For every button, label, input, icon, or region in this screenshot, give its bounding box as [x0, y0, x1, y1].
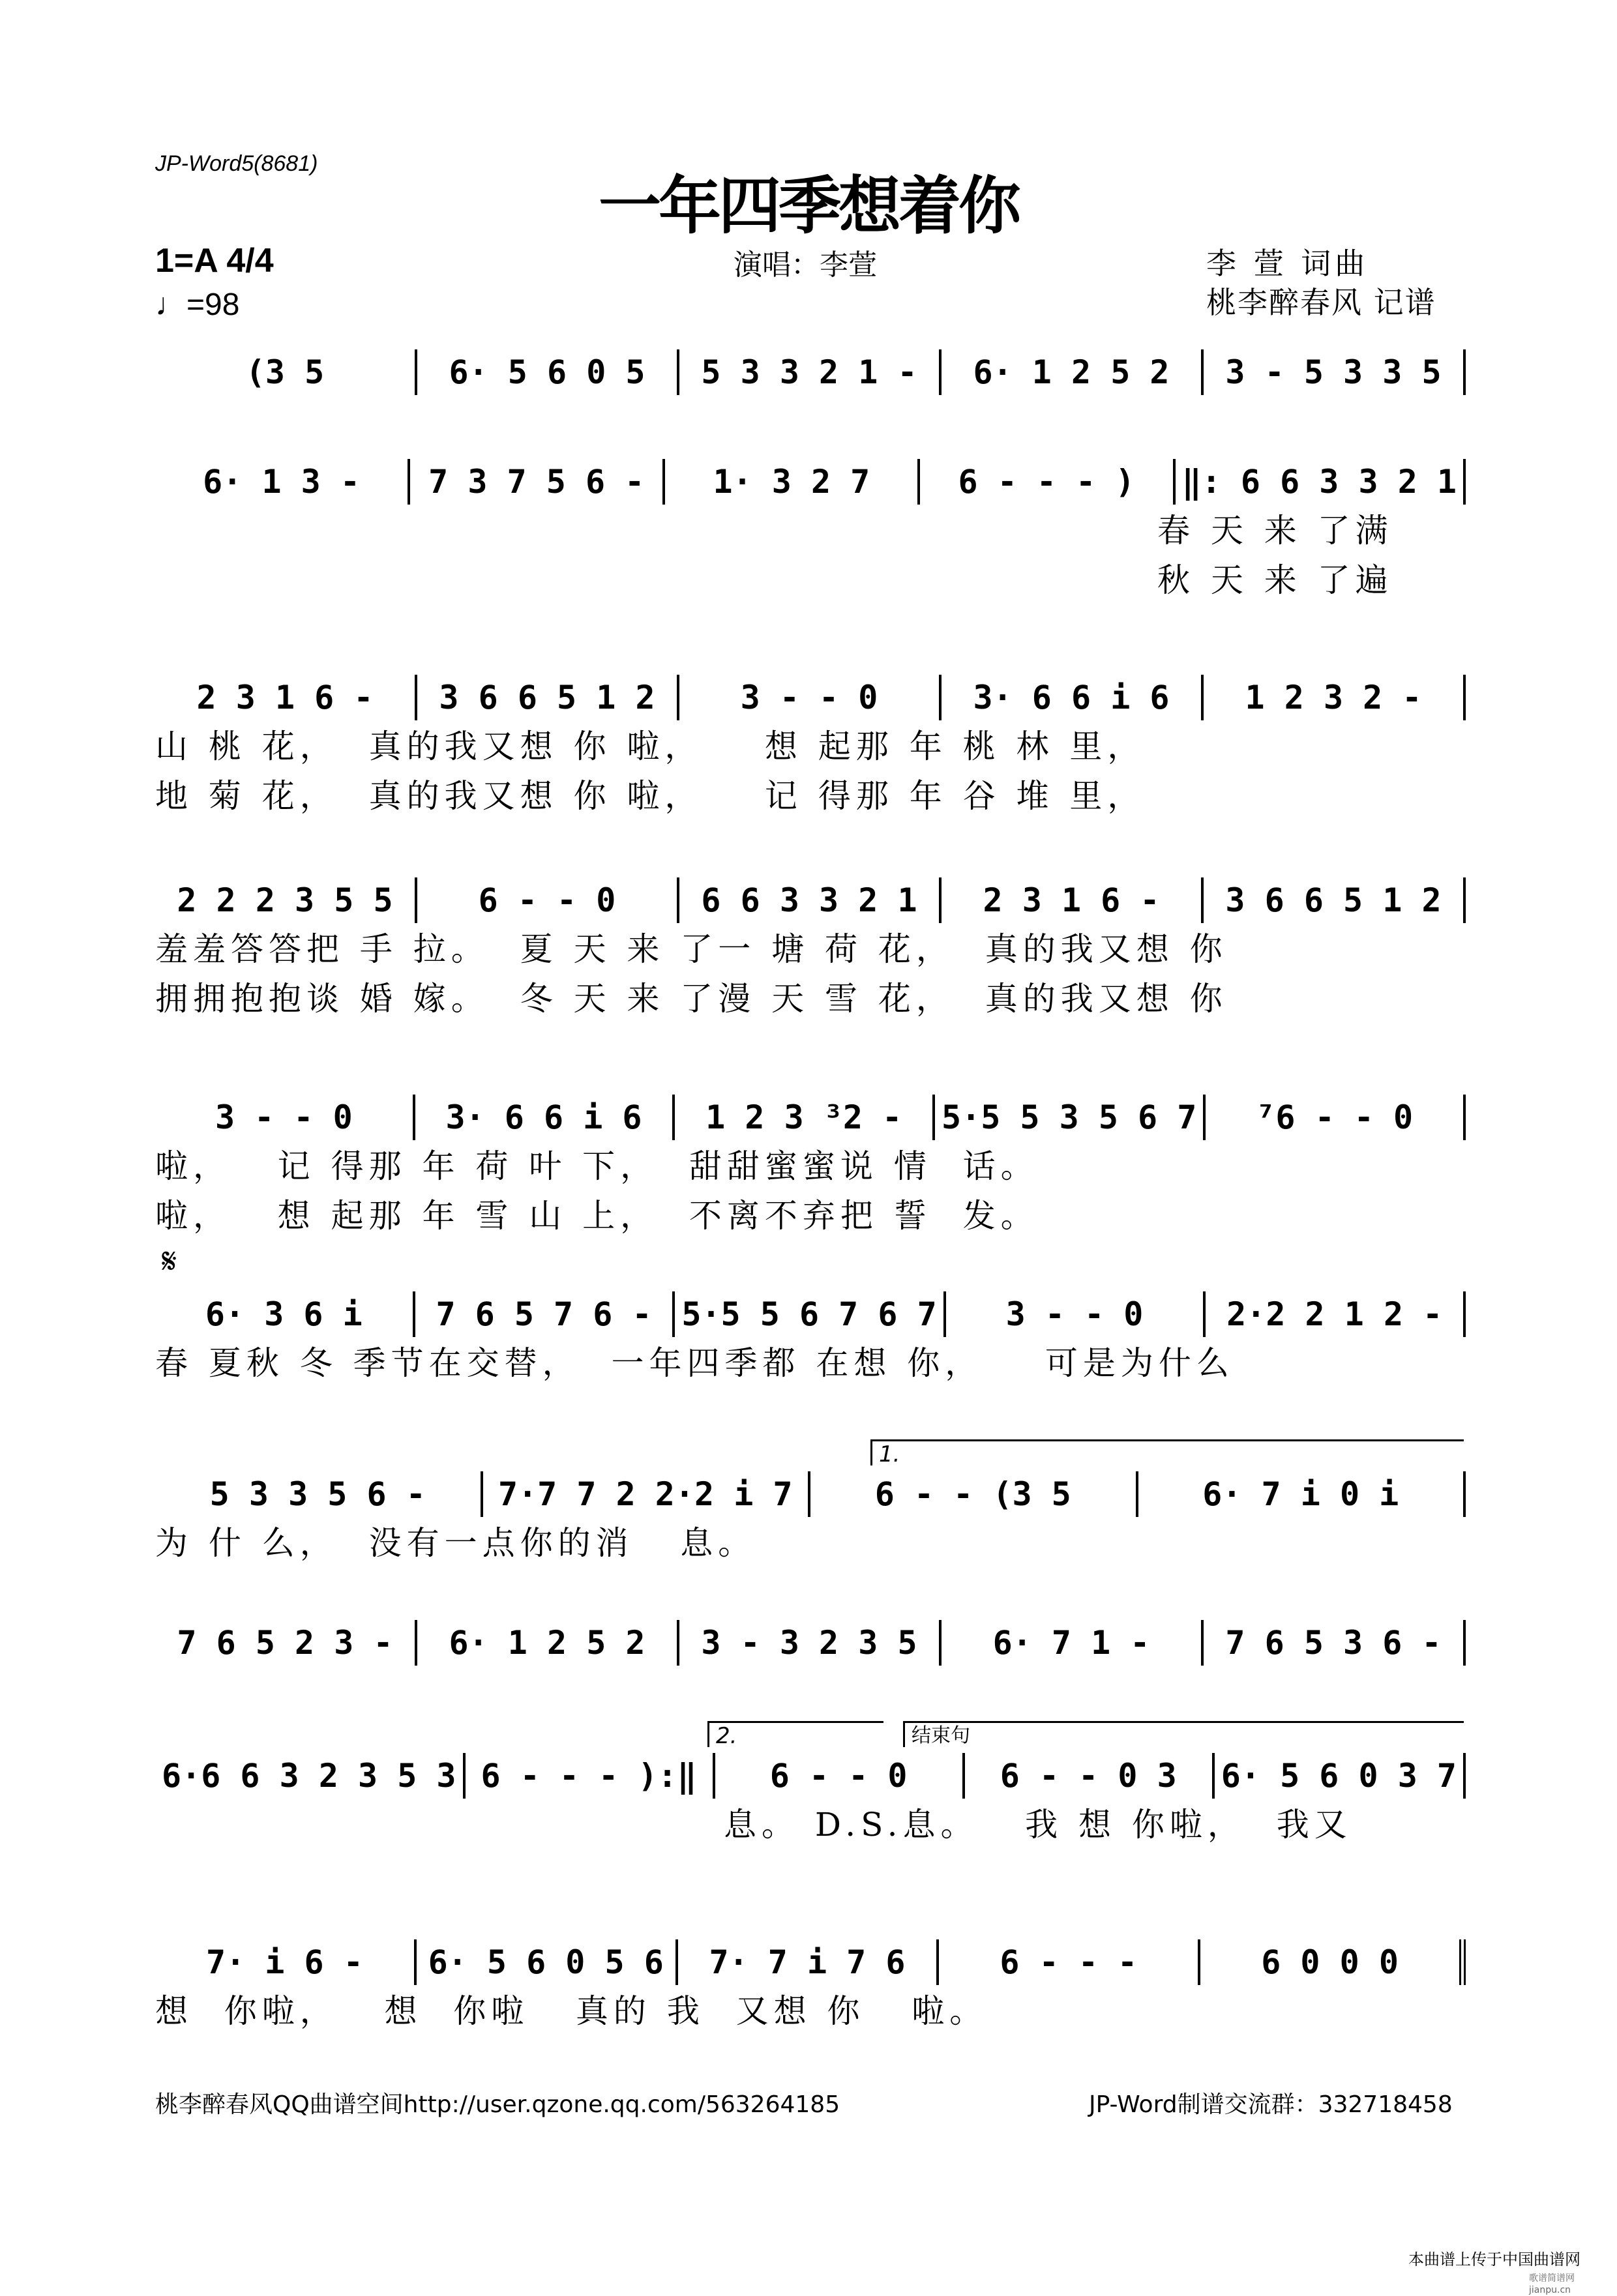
software-version: JP-Word5(8681): [155, 151, 318, 176]
watermark-site: 歌谱简谱网 jianpu.cn: [1529, 2273, 1575, 2295]
measure: 5·5 5 3 5 6 7: [935, 1095, 1206, 1140]
measure: 6· 5 6 0 3 7: [1215, 1753, 1466, 1799]
singer: 演唱：李萱: [734, 248, 877, 282]
measure: 6 - - 0: [715, 1753, 965, 1799]
measure: ⁷6 - - 0: [1206, 1095, 1466, 1140]
measure: 7 6 5 7 6 -: [415, 1291, 675, 1337]
measure: 6· 7 i 0 i: [1138, 1471, 1466, 1517]
composer: 李 萱 词曲: [1206, 246, 1369, 281]
lyric-line: 山 桃 花， 真的我又想 你 啦， 想 起那 年 桃 林 里，: [155, 728, 1146, 765]
measure: 3 6 6 5 1 2: [417, 675, 679, 720]
lyric-line: 春 天 来 了满: [1157, 512, 1393, 550]
song-title: 一年四季想着你: [599, 169, 1018, 243]
measure: 3· 6 6 i 6: [942, 675, 1204, 720]
measure: 3· 6 6 i 6: [415, 1095, 675, 1140]
score-line: [155, 349, 1466, 395]
measure: 3 - - 0: [679, 675, 942, 720]
measure: 6· 1 2 5 2: [942, 349, 1204, 395]
lyric-line: 春 夏秋 冬 季节在交替， 一年四季都 在想 你， 可是为什么: [155, 1344, 1234, 1382]
measure: 6·6 6 3 2 3 5 3: [155, 1753, 466, 1799]
watermark: 本曲谱上传于中国曲谱网: [1408, 2250, 1580, 2269]
segno-sign: 𝄋: [162, 1241, 177, 1282]
arranger: 桃李醉春风 记谱: [1206, 285, 1436, 320]
volta-2: 2.: [707, 1721, 883, 1747]
measure: 3 - 5 3 3 5: [1204, 349, 1466, 395]
score-line: [155, 1095, 1466, 1140]
measure: 3 - - 0: [155, 1095, 415, 1140]
measure: 3 - 3 2 3 5: [679, 1620, 942, 1666]
lyric-line: 息。 D.S.息。 我 想 你啦， 我又: [724, 1806, 1352, 1844]
score-line: [155, 675, 1466, 720]
measure: 2·2 2 1 2 -: [1206, 1291, 1466, 1337]
measure: 1 2 3 ³2 -: [675, 1095, 935, 1140]
measure: ‖: 6 6 3 3 2 1: [1176, 459, 1466, 505]
measure: 6 6 3 3 2 1: [679, 877, 942, 923]
lyric-line: 秋 天 来 了遍: [1157, 561, 1393, 599]
measure: 6· 1 2 5 2: [417, 1620, 679, 1666]
measure: 6· 5 6 0 5 6: [417, 1939, 678, 1985]
measure: 6 0 0 0: [1200, 1939, 1466, 1985]
lyric-line: 地 菊 花， 真的我又想 你 啦， 记 得那 年 谷 堆 里，: [155, 777, 1146, 815]
tempo-mark: ♩=98: [155, 287, 240, 322]
measure: 6· 7 1 -: [942, 1620, 1204, 1666]
measure: 5·5 5 6 7 6 7: [675, 1291, 945, 1337]
measure: 2 2 2 3 5 5: [155, 877, 417, 923]
measure: 7· 7 i 7 6: [678, 1939, 940, 1985]
score-line: [155, 1939, 1466, 1985]
measure: 6· 3 6 i: [155, 1291, 415, 1337]
measure: 3 6 6 5 1 2: [1204, 877, 1466, 923]
lyric-line: 想 你啦， 想 你啦 真的 我 又想 你 啦。: [155, 1992, 988, 2030]
volta-1: 1.: [870, 1439, 1464, 1465]
lyric-line: 啦， 想 起那 年 雪 山 上， 不离不弃把 誓 发。: [155, 1197, 1039, 1235]
footer-right: JP-Word制谱交流群：332718458: [1089, 2091, 1453, 2118]
score-line: [155, 1291, 1466, 1337]
measure: (3 5: [155, 349, 417, 395]
score-line: [155, 877, 1466, 923]
lyric-line: 拥拥抱抱谈 婚 嫁。 冬 天 来 了漫 天 雪 花， 真的我又想 你: [155, 980, 1228, 1018]
score-line: [155, 459, 1466, 505]
score-line: [155, 1471, 1466, 1517]
measure: 2 3 1 6 -: [155, 675, 417, 720]
score-line: [155, 1620, 1466, 1666]
measure: 6 - - (3 5: [810, 1471, 1138, 1517]
score-line: [155, 1753, 1466, 1799]
measure: 1 2 3 2 -: [1204, 675, 1466, 720]
lyric-line: 啦， 记 得那 年 荷 叶 下， 甜甜蜜蜜说 情 话。: [155, 1147, 1039, 1185]
measure: 6 - - - ): [920, 459, 1175, 505]
measure: 3 - - 0: [946, 1291, 1206, 1337]
measure: 6· 1 3 -: [155, 459, 410, 505]
measure: 2 3 1 6 -: [942, 877, 1204, 923]
measure: 5 3 3 5 6 -: [155, 1471, 483, 1517]
measure: 7·7 7 2 2·2 i 7: [483, 1471, 811, 1517]
key-signature: 1=A 4/4: [155, 242, 274, 280]
lyric-line: 为 什 么， 没有一点你的消 息。: [155, 1524, 756, 1562]
measure: 6 - - -: [939, 1939, 1200, 1985]
lyric-line: 羞羞答答把 手 拉。 夏 天 来 了一 塘 荷 花， 真的我又想 你: [155, 930, 1228, 968]
measure: 6 - - - ):‖: [466, 1753, 715, 1799]
footer-left: 桃李醉春风QQ曲谱空间http://user.qzone.qq.com/563264185: [155, 2091, 840, 2118]
ending-phrase: 结束句: [903, 1721, 1464, 1747]
measure: 6· 5 6 0 5: [417, 349, 679, 395]
measure: 7 6 5 2 3 -: [155, 1620, 417, 1666]
measure: 5 3 3 2 1 -: [679, 349, 942, 395]
measure: 1· 3 2 7: [665, 459, 920, 505]
measure: 7 6 5 3 6 -: [1204, 1620, 1466, 1666]
measure: 7· i 6 -: [155, 1939, 417, 1985]
measure: 7 3 7 5 6 -: [410, 459, 665, 505]
measure: 6 - - 0 3: [965, 1753, 1215, 1799]
measure: 6 - - 0: [417, 877, 679, 923]
